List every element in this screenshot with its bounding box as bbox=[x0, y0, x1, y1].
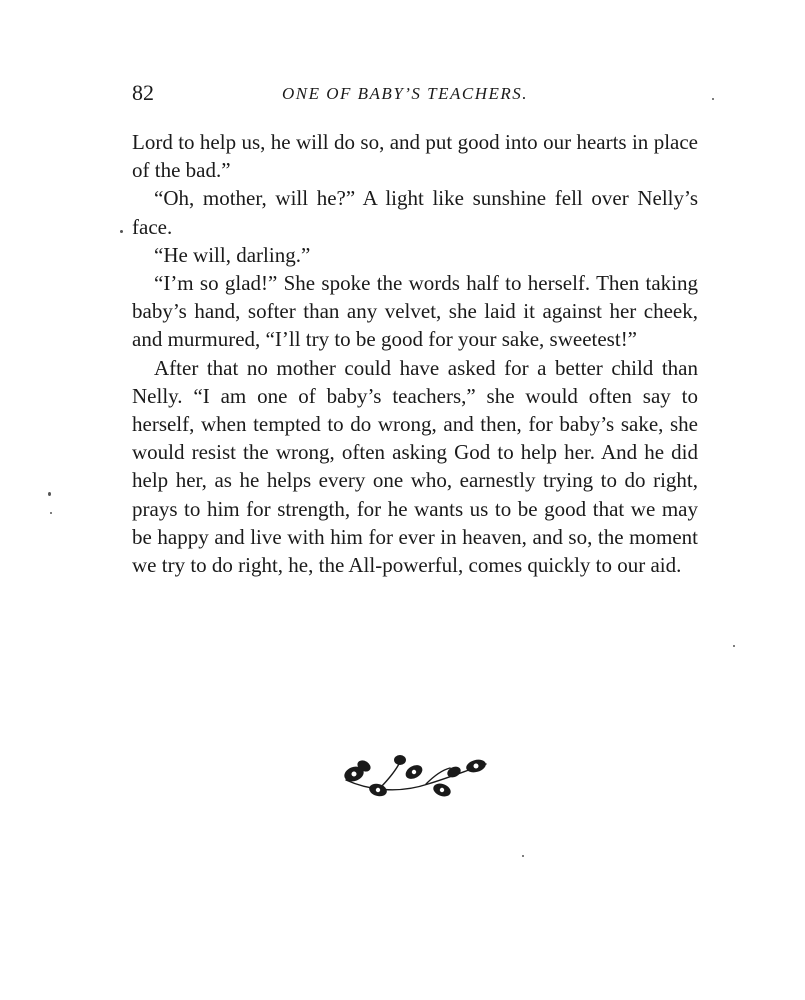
page-number: 82 bbox=[132, 80, 154, 105]
page-header bbox=[132, 80, 698, 110]
paper-speck bbox=[48, 492, 51, 496]
paragraph: “He will, darling.” bbox=[154, 242, 311, 267]
paragraph: “I’m so glad!” She spoke the words half to herself. Then taking baby’s hand, softer than any velvet, she laid it against her cheek, and murmured, “I’ll try to be good for your sake, sweetest!” bbox=[132, 271, 698, 352]
paper-speck bbox=[733, 645, 735, 647]
running-title: ONE OF BABY’S TEACHERS. bbox=[282, 84, 529, 103]
paper-speck bbox=[50, 512, 52, 514]
paper-speck bbox=[522, 855, 524, 857]
paragraph: “Oh, mother, will he?” A light like sunshine fell over Nelly’s face. bbox=[132, 186, 698, 239]
paper-speck bbox=[712, 98, 714, 100]
paragraph: Lord to help us, he will do so, and put good into our hearts in place of the bad.” bbox=[132, 130, 698, 183]
body-text bbox=[132, 128, 698, 579]
paper-speck bbox=[120, 230, 123, 233]
floral-vignette-icon bbox=[338, 750, 490, 806]
paragraph: After that no mother could have asked for a better child than Nelly. “I am one of baby’s teachers,” she would often say to herself, when tempted to do wrong, and then, for baby’s sake, she would resist the wrong, often asking God to help her. And he did help her, as he helps every one who, earnestly trying to do right, prays to him for strength, for he wants us to be good that we may be happy and live with him for ever in heaven, and so, the moment we try to do right, he, the All-powerful, comes quickly to our aid. bbox=[132, 355, 698, 578]
